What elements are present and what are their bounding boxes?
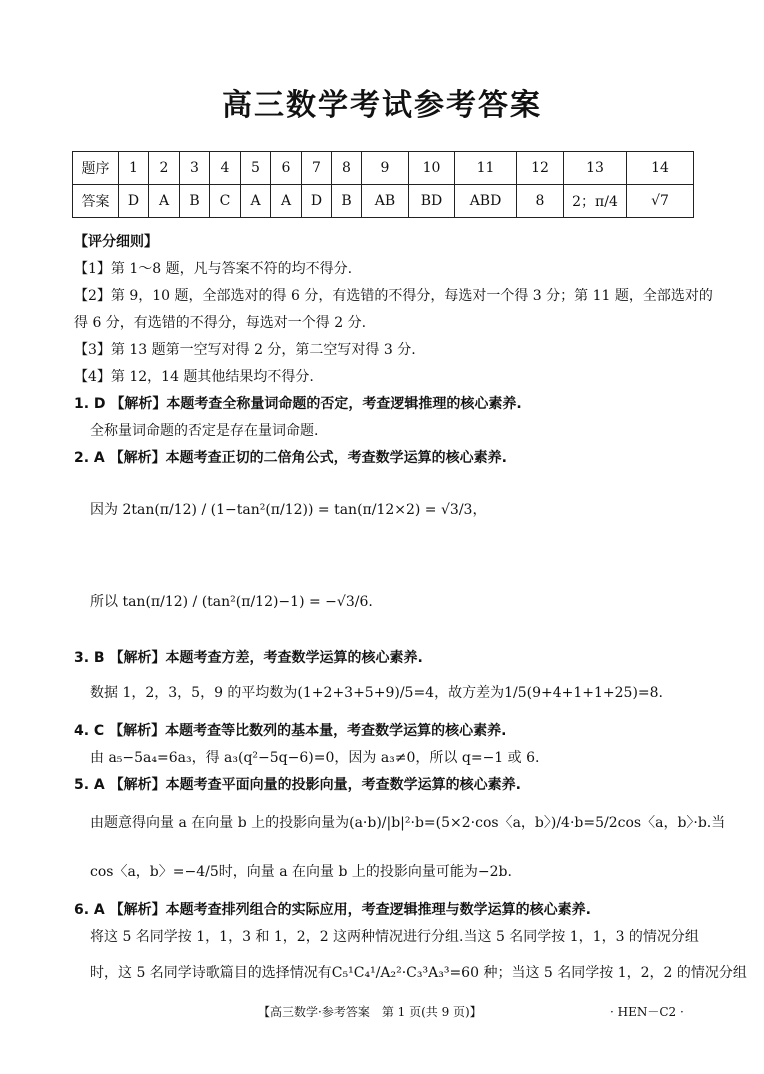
table-cell: √7 xyxy=(627,185,694,218)
table-cell: A xyxy=(241,185,271,218)
table-cell: D xyxy=(119,185,149,218)
q6-body2: 时，这 5 名同学诗歌篇目的选择情况有C₅¹C₄¹/A₂²·C₃³A₃³=60 种；当这 5 名同学按 1，2，2 的情况分组 xyxy=(90,965,747,981)
footer-code: · HEN－C2 · xyxy=(610,1005,684,1019)
q5-head: 5. A 【解析】本题考查平面向量的投影向量，考查数学运算的核心素养. xyxy=(74,777,521,793)
q6-body1: 将这 5 名同学按 1，1，3 和 1，2，2 这两种情况进行分组.当这 5 名同学按 1，1，3 的情况分组 xyxy=(90,929,699,945)
q3-body: 数据 1，2，3，5，9 的平均数为(1+2+3+5+9)/5=4，故方差为1/5(9+4+1+1+25)=8. xyxy=(90,685,663,701)
row-label: 题序 xyxy=(73,152,119,185)
table-cell: 1 xyxy=(119,152,149,185)
table-cell: BD xyxy=(409,185,455,218)
rule-3: 【3】第 13 题第一空写对得 2 分，第二空写对得 3 分. xyxy=(74,342,416,358)
q2-head: 2. A 【解析】本题考查正切的二倍角公式，考查数学运算的核心素养. xyxy=(74,450,507,466)
table-row-numbers xyxy=(73,152,694,185)
table-cell: B xyxy=(180,185,210,218)
q6-head: 6. A 【解析】本题考查排列组合的实际应用，考查逻辑推理与数学运算的核心素养. xyxy=(74,902,591,918)
q2-pre2: 所以 xyxy=(90,594,118,610)
table-cell: B xyxy=(332,185,362,218)
rule-2b: 得 6 分，有选错的不得分，每选对一个得 2 分. xyxy=(74,315,367,331)
rule-1: 【1】第 1～8 题，凡与答案不符的均不得分. xyxy=(74,261,353,277)
q1-body: 全称量词命题的否定是存在量词命题. xyxy=(90,423,319,439)
table-cell: 12 xyxy=(517,152,564,185)
row-label: 答案 xyxy=(73,185,119,218)
answer-table xyxy=(72,151,694,218)
q2-pre1: 因为 xyxy=(90,502,118,518)
table-cell: 10 xyxy=(409,152,455,185)
table-cell: C xyxy=(210,185,241,218)
table-cell: 5 xyxy=(241,152,271,185)
table-cell: 4 xyxy=(210,152,241,185)
q5-body1: 由题意得向量 a 在向量 b 上的投影向量为(a·b)/|b|²·b=(5×2·cos〈a，b〉)/4·b=5/2cos〈a，b〉·b.当 xyxy=(90,815,726,831)
table-cell: 3 xyxy=(180,152,210,185)
rule-2a: 【2】第 9，10 题，全部选对的得 6 分，有选错的不得分，每选对一个得 3 分；第 11 题，全部选对的 xyxy=(74,288,713,304)
q5-body2: cos〈a，b〉=−4/5时，向量 a 在向量 b 上的投影向量可能为−2b. xyxy=(90,864,512,880)
q3-head: 3. B 【解析】本题考查方差，考查数学运算的核心素养. xyxy=(74,650,423,666)
q4-head: 4. C 【解析】本题考查等比数列的基本量，考查数学运算的核心素养. xyxy=(74,723,507,739)
table-cell: 2；π/4 xyxy=(564,185,627,218)
table-cell: D xyxy=(302,185,332,218)
table-cell: 2 xyxy=(149,152,180,185)
rule-4: 【4】第 12，14 题其他结果均不得分. xyxy=(74,369,314,385)
table-cell: 6 xyxy=(271,152,302,185)
table-cell: AB xyxy=(362,185,409,218)
q1-head: 1. D 【解析】本题考查全称量词命题的否定，考查逻辑推理的核心素养. xyxy=(74,396,522,412)
table-cell: 13 xyxy=(564,152,627,185)
table-cell: 14 xyxy=(627,152,694,185)
q2-eq1: 2tan(π/12) / (1−tan²(π/12)) = tan(π/12×2) = √3/3， xyxy=(122,502,487,518)
table-cell: 8 xyxy=(332,152,362,185)
table-cell: 8 xyxy=(517,185,564,218)
table-cell: A xyxy=(149,185,180,218)
table-cell: 7 xyxy=(302,152,332,185)
q4-body: 由 a₅−5a₄=6a₃，得 a₃(q²−5q−6)=0，因为 a₃≠0，所以 q=−1 或 6. xyxy=(90,750,540,766)
table-cell: ABD xyxy=(455,185,517,218)
table-cell: A xyxy=(271,185,302,218)
table-cell: 9 xyxy=(362,152,409,185)
footer-page: 【高三数学·参考答案 第 1 页(共 9 页)】 xyxy=(258,1005,482,1019)
q2-eq2: tan(π/12) / (tan²(π/12)−1) = −√3/6. xyxy=(122,594,373,610)
table-row-answers xyxy=(73,185,694,218)
rules-heading: 【评分细则】 xyxy=(74,234,158,250)
page-title: 高三数学考试参考答案 xyxy=(222,88,542,123)
table-cell: 11 xyxy=(455,152,517,185)
